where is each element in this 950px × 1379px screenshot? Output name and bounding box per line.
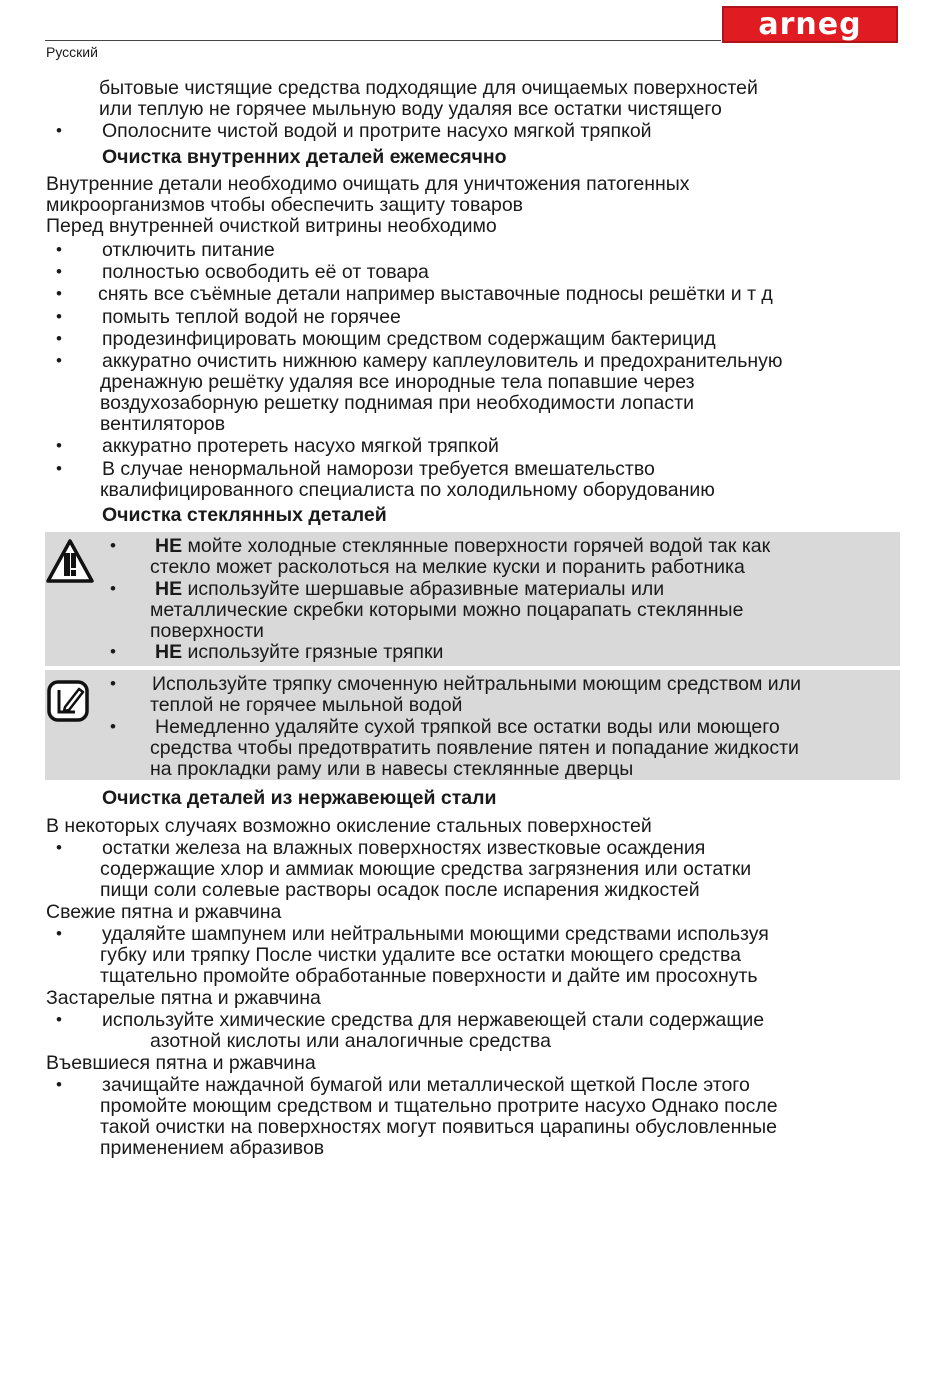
bullet-icon: • (110, 674, 116, 693)
text-line: тщательно промойте обработанные поверхности и дайте им просохнуть (100, 965, 758, 987)
section-heading: Очистка деталей из нержавеющей стали (102, 787, 497, 809)
bullet-icon: • (56, 262, 62, 281)
text-line: В некоторых случаях возможно окисление стальных поверхностей (46, 815, 652, 837)
text-line: Перед внутренней очисткой витрины необходимо (46, 215, 497, 237)
bullet-icon: • (56, 284, 62, 303)
ne-label: НЕ (155, 578, 183, 600)
text-line: Внутренние детали необходимо очищать для уничтожения патогенных (46, 173, 690, 195)
bullet-icon: • (110, 642, 116, 661)
text-line: промойте моющим средством и тщательно протрите насухо Однако после (100, 1095, 778, 1117)
subheading: Застарелые пятна и ржавчина (46, 987, 321, 1009)
list-item: продезинфицировать моющим средством содержащим бактерицид (102, 328, 716, 350)
bullet-icon: • (56, 351, 62, 370)
list-item: зачищайте наждачной бумагой или металлической щеткой После этого (102, 1074, 750, 1096)
text-line: применением абразивов (100, 1137, 325, 1159)
ne-label: НЕ (155, 641, 183, 663)
list-item: удаляйте шампунем или нейтральными моющими средствами используя (102, 923, 769, 945)
bullet-icon: • (56, 307, 62, 326)
bullet-icon: • (56, 329, 62, 348)
list-item (155, 535, 770, 557)
text-line: на прокладки раму или в навесы стеклянные дверцы (150, 758, 634, 780)
list-item: Используйте тряпку смоченную нейтральными моющим средством или (152, 673, 801, 695)
list-item (155, 578, 664, 600)
brand-logo: arneg (722, 6, 898, 43)
subheading: Въевшиеся пятна и ржавчина (46, 1052, 316, 1074)
warning-triangle-icon (45, 538, 95, 588)
list-item: используйте химические средства для нержавеющей стали содержащие (102, 1009, 765, 1031)
bullet-icon: • (110, 717, 116, 736)
list-item (155, 641, 443, 663)
bullet-icon: • (56, 924, 62, 943)
item-text: мойте холодные стеклянные поверхности горячей водой так как (182, 535, 771, 557)
language-label: Русский (46, 44, 98, 60)
text-line: стекло может расколоться на мелкие куски и поранить работника (150, 556, 745, 578)
list-item: остатки железа на влажных поверхностях известковые осаждения (102, 837, 706, 859)
text-line: или теплую не горячее мыльную воду удаляя все остатки чистящего (99, 98, 722, 120)
bullet-icon: • (110, 536, 116, 555)
list-item: аккуратно очистить нижнюю камеру каплеуловитель и предохранительную (102, 350, 783, 372)
bullet-icon: • (56, 436, 62, 455)
text-line: такой очистки на поверхностях могут появиться царапины обусловленные (100, 1116, 777, 1138)
bullet-icon: • (56, 240, 62, 259)
bullet-icon: • (56, 1075, 62, 1094)
text-line: металлические скребки которыми можно поцарапать стеклянные (150, 599, 744, 621)
bullet-icon: • (56, 121, 62, 140)
bullet-icon: • (110, 579, 116, 598)
subheading: Свежие пятна и ржавчина (46, 901, 282, 923)
list-item: помыть теплой водой не горячее (102, 306, 401, 328)
ne-label: НЕ (155, 535, 183, 557)
item-text: используйте шершавые абразивные материалы или (182, 578, 665, 600)
text-line: азотной кислоты или аналогичные средства (150, 1030, 551, 1052)
list-item: отключить питание (102, 239, 275, 261)
list-item: Ополосните чистой водой и протрите насухо мягкой тряпкой (102, 120, 652, 142)
bullet-icon: • (56, 1010, 62, 1029)
bullet-icon: • (56, 459, 62, 478)
list-item: полностью освободить её от товара (102, 261, 429, 283)
text-line: микроорганизмов чтобы обеспечить защиту товаров (46, 194, 524, 216)
text-line: бытовые чистящие средства подходящие для очищаемых поверхностей (99, 77, 758, 99)
text-line: пищи соли солевые растворы осадок после испарения жидкостей (100, 879, 700, 901)
text-line: поверхности (150, 620, 264, 642)
section-heading: Очистка внутренних деталей ежемесячно (102, 146, 507, 168)
text-line: теплой не горячее мыльной водой (150, 694, 463, 716)
text-line: средства чтобы предотвратить появление пятен и попадание жидкости (150, 737, 799, 759)
list-item: В случае ненормальной наморози требуется вмешательство (102, 458, 655, 480)
text-line: воздухозаборную решетку поднимая при необходимости лопасти (100, 392, 694, 414)
text-line: губку или тряпку После чистки удалите все остатки моющего средства (100, 944, 741, 966)
text-line: содержащие хлор и аммиак моющие средства загрязнения или остатки (100, 858, 752, 880)
item-text: используйте грязные тряпки (182, 641, 444, 663)
list-item: снять все съёмные детали например выставочные подносы решётки и т д (98, 283, 773, 305)
text-line: вентиляторов (100, 413, 226, 435)
text-line: дренажную решётку удаляя все инородные тела попавшие через (100, 371, 695, 393)
note-pencil-icon (45, 678, 95, 724)
section-heading: Очистка стеклянных деталей (102, 504, 387, 526)
text-line: квалифицированного специалиста по холодильному оборудованию (100, 479, 715, 501)
list-item: аккуратно протереть насухо мягкой тряпкой (102, 435, 499, 457)
bullet-icon: • (56, 838, 62, 857)
list-item: Немедленно удаляйте сухой тряпкой все остатки воды или моющего (155, 716, 780, 738)
header-divider (45, 40, 721, 41)
